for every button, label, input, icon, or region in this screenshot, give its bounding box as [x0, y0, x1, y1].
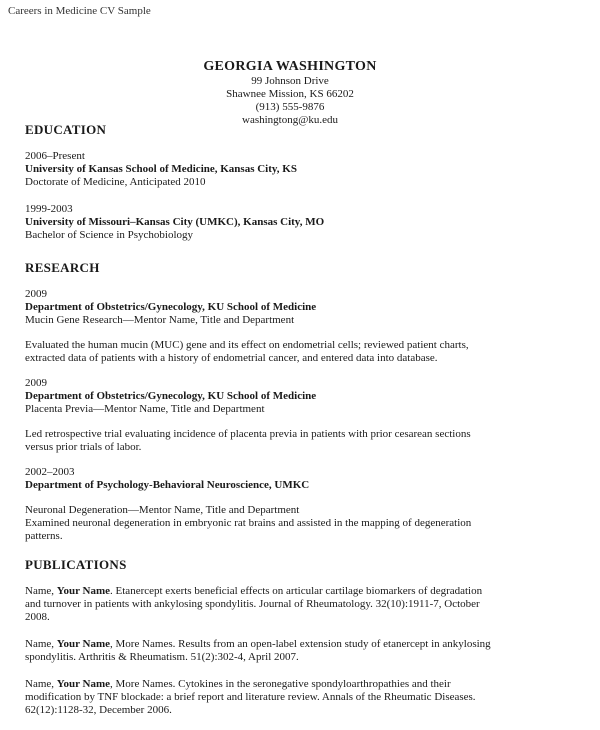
research-description: patterns. — [25, 530, 63, 542]
phone: (913) 555-9876 — [255, 101, 325, 113]
education-institution: University of Kansas School of Medicine, Kansas City, KS — [25, 163, 297, 175]
publications-heading: PUBLICATIONS — [25, 557, 127, 572]
education-entry — [25, 150, 570, 189]
publication-entry — [25, 638, 570, 664]
pub-text: spondylitis. Arthritis & Rheumatism. 51(2):302-4, April 2007. — [25, 651, 299, 663]
pub-your-name: Your Name — [56, 585, 111, 597]
research-department: Department of Obstetrics/Gynecology, KU School of Medicine — [25, 390, 317, 402]
research-description: versus prior trials of labor. — [25, 441, 142, 453]
education-dates: 1999-2003 — [25, 203, 73, 215]
pub-your-name: Your Name — [56, 638, 111, 650]
pub-lead: Name, — [25, 585, 57, 597]
education-heading: EDUCATION — [25, 122, 107, 137]
publication-entry — [25, 678, 570, 717]
research-role: Mucin Gene Research—Mentor Name, Title and Department — [25, 314, 295, 326]
research-description: Evaluated the human mucin (MUC) gene and its effect on endometrial cells; reviewed patient charts, — [25, 339, 469, 351]
pub-text: 2008. — [25, 611, 50, 623]
research-description: extracted data of patients with a history of endometrial cancer, and entered data into database. — [25, 352, 438, 364]
pub-text: , More Names. Results from an open-label extension study of etanercept in ankylosing — [110, 638, 491, 650]
email: washingtong@ku.edu — [242, 114, 338, 126]
pub-text: , More Names. Cytokines in the seronegative spondyloarthropathies and their — [110, 678, 451, 690]
candidate-name: GEORGIA WASHINGTON — [203, 59, 377, 74]
pub-text: modification by TNF blockade: a brief report and literature review. Annals of the Rheumatic Diseases. — [25, 691, 476, 703]
document-caption: Careers in Medicine CV Sample — [8, 5, 151, 17]
research-description: Led retrospective trial evaluating incidence of placenta previa in patients with prior cesarean sections — [25, 428, 471, 440]
education-entry — [25, 203, 570, 242]
address-line-2: Shawnee Mission, KS 66202 — [226, 88, 354, 100]
research-role: Placenta Previa—Mentor Name, Title and Department — [25, 403, 265, 415]
research-department: Department of Psychology-Behavioral Neuroscience, UMKC — [25, 479, 310, 491]
research-description: Examined neuronal degeneration in embryonic rat brains and assisted in the mapping of degeneration — [25, 517, 472, 529]
pub-text: 62(12):1128-32, December 2006. — [25, 704, 172, 716]
education-institution: University of Missouri–Kansas City (UMKC), Kansas City, MO — [25, 216, 325, 228]
education-degree: Bachelor of Science in Psychobiology — [25, 229, 194, 241]
research-year: 2009 — [25, 377, 47, 389]
research-entry — [25, 288, 570, 365]
pub-lead: Name, — [25, 638, 57, 650]
cv-content — [25, 122, 570, 717]
contact-header — [0, 58, 580, 127]
education-dates: 2006–Present — [25, 150, 85, 162]
pub-text: . Etanercept exerts beneficial effects on articular cartilage biomarkers of degradation — [110, 585, 483, 597]
pub-lead: Name, — [25, 678, 57, 690]
research-entry — [25, 377, 570, 454]
pub-your-name: Your Name — [56, 678, 111, 690]
research-year: 2002–2003 — [25, 466, 75, 478]
research-year: 2009 — [25, 288, 47, 300]
research-department: Department of Obstetrics/Gynecology, KU School of Medicine — [25, 301, 317, 313]
pub-text: and turnover in patients with ankylosing spondylitis. Journal of Rheumatology. 32(10):1911-7, October — [25, 598, 480, 610]
publication-entry — [25, 585, 570, 624]
research-role: Neuronal Degeneration—Mentor Name, Title and Department — [25, 504, 300, 516]
education-degree: Doctorate of Medicine, Anticipated 2010 — [25, 176, 206, 188]
research-entry — [25, 466, 570, 543]
address-line-1: 99 Johnson Drive — [251, 75, 329, 87]
research-heading: RESEARCH — [25, 260, 100, 275]
